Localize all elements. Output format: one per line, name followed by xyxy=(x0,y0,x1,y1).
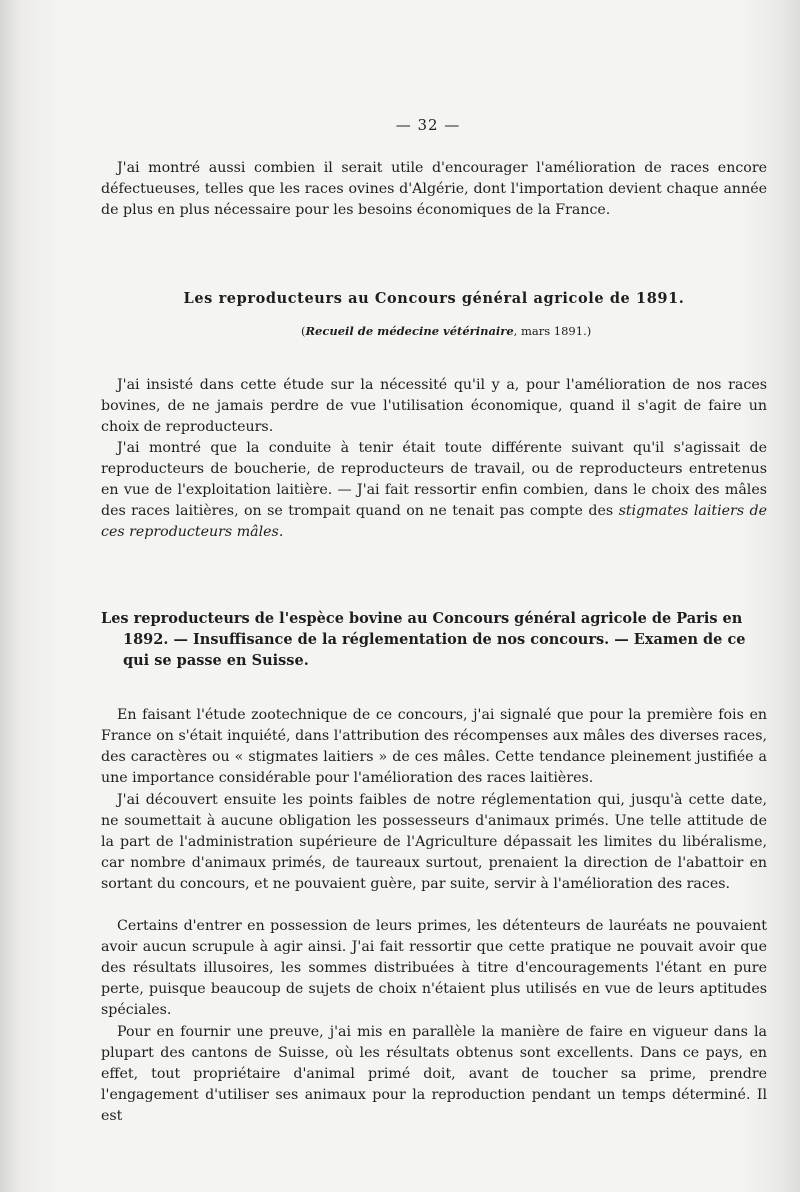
section-heading-1892: Les reproducteurs de l'espèce bovine au Concours général agricole de Paris en 1892. — Insuffisance de la réglementation de nos concours. — Examen de ce qui se passe en Suisse. xyxy=(101,610,746,669)
paragraph-1891-2-text: J'ai montré que la conduite à tenir était toute différente suivant qu'il s'agissait de reproducteurs de boucherie, de reproducteurs de travail, ou de reproducteurs entretenus en vue de l'exploitation laitière. — J'ai fait ressortir enfin combien, dans le choix des mâles des races laitières, on se trompait quand on ne tenait pas compte des xyxy=(101,440,767,519)
paragraph-1891-1: J'ai insisté dans cette étude sur la nécessité qu'il y a, pour l'amélioration de nos races bovines, de ne jamais perdre de vue l'utilisation économique, quand il s'agit de faire un choix de reproducteurs. xyxy=(101,377,767,435)
paragraph-1892-3: Certains d'entrer en possession de leurs primes, les détenteurs de lauréats ne pouvaient avoir aucun scrupule à agir ainsi. J'ai fait ressortir que cette pratique ne pouvait avoir que des résultats illusoires, les sommes distribuées à titre d'encouragements l'étant en pure perte, puisque beaucoup de sujets de choix n'étaient plus utilisés en vue de leurs aptitudes spéciales. xyxy=(101,918,767,1018)
source-date: , mars 1891.) xyxy=(513,324,592,338)
source-citation xyxy=(301,324,591,338)
paragraph-1892-2: J'ai découvert ensuite les points faibles de notre réglementation qui, jusqu'à cette date, ne soumettait à aucune obligation les possesseurs d'animaux primés. Une telle attitude de la part de l'administration supérieure de l'Agriculture dépassait les limites du libéralisme, car nombre d'animaux primés, de taureaux surtout, prenaient la direction de l'abattoir en sortant du concours, et ne pouvaient guère, par suite, servir à l'amélioration des races. xyxy=(101,792,767,892)
paragraph-1891-2-end: . xyxy=(278,524,284,540)
source-journal: Recueil de médecine vétérinaire xyxy=(305,324,514,338)
intro-paragraph: J'ai montré aussi combien il serait utile d'encourager l'amélioration de races encore défectueuses, telles que les races ovines d'Algérie, dont l'importation devient chaque année de plus en plus nécessaire pour les besoins économiques de la France. xyxy=(101,160,767,218)
paragraph-1891-2-emphasis: stigmates laitiers de ces reproducteurs mâles xyxy=(101,503,767,540)
section-heading-1891: Les reproducteurs au Concours général agricole de 1891. xyxy=(183,290,685,307)
paragraph-1892-4: Pour en fournir une preuve, j'ai mis en parallèle la manière de faire en vigueur dans la plupart des cantons de Suisse, où les résultats obtenus sont excellents. Dans ce pays, en effet, tout propriétaire d'animal primé doit, avant de toucher sa prime, prendre l'engagement d'utiliser ses animaux pour la reproduction pendant un temps déterminé. Il est xyxy=(101,1024,767,1124)
source-open: ( xyxy=(301,324,306,338)
paragraph-1891-2 xyxy=(101,438,767,543)
page-number: — 32 — xyxy=(395,116,461,134)
paragraph-1892-1: En faisant l'étude zootechnique de ce concours, j'ai signalé que pour la première fois en France on s'était inquiété, dans l'attribution des récompenses aux mâles des diverses races, des caractères ou « stigmates laitiers » de ces mâles. Cette tendance pleinement justifiée a une importance considérable pour l'amélioration des races laitières. xyxy=(101,707,767,786)
